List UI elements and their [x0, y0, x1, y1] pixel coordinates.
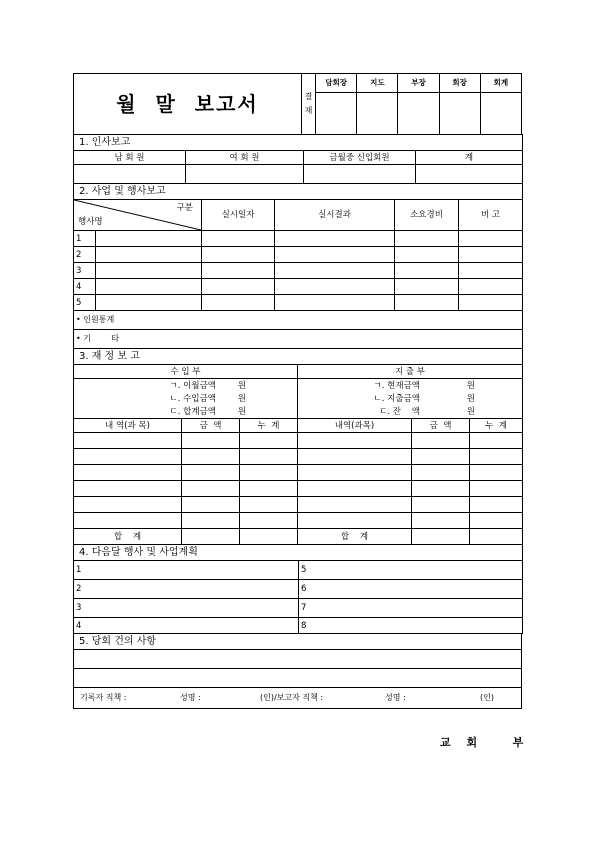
input-cell[interactable]: [470, 529, 523, 545]
input-cell[interactable]: [240, 449, 298, 465]
input-cell[interactable]: [240, 513, 298, 529]
input-cell[interactable]: [298, 433, 412, 449]
total-label: 합 계: [74, 529, 182, 545]
input-cell[interactable]: [459, 231, 523, 247]
column-header: 실시결과: [275, 200, 395, 231]
input-cell[interactable]: [470, 481, 523, 497]
plan-item[interactable]: 1: [74, 561, 299, 580]
column-header: 여 회 원: [186, 151, 304, 165]
expense-item-unit: 원: [466, 406, 475, 417]
input-cell[interactable]: [96, 247, 202, 263]
expense-item: [298, 392, 523, 405]
input-cell[interactable]: [74, 449, 182, 465]
input-cell[interactable]: [412, 497, 470, 513]
income-item-label: ㄷ. 합계금액: [169, 406, 216, 417]
input-cell[interactable]: [412, 433, 470, 449]
section-title: 4. 다음달 행사 및 사업계획: [74, 545, 523, 561]
income-title: 수 입 부: [74, 365, 298, 379]
income-item-unit: 원: [237, 380, 246, 391]
column-header: 비 고: [459, 200, 523, 231]
plan-item[interactable]: 5: [299, 561, 523, 580]
input-cell[interactable]: [240, 529, 298, 545]
approval-role: 회장: [439, 74, 480, 93]
input-cell[interactable]: [240, 465, 298, 481]
plan-table: [73, 544, 523, 634]
input-cell[interactable]: [395, 279, 459, 295]
input-cell[interactable]: [96, 231, 202, 247]
input-cell[interactable]: [459, 247, 523, 263]
column-header: 금 액: [182, 419, 240, 433]
approval-stamp-box[interactable]: [480, 92, 521, 134]
plan-item[interactable]: 4: [74, 618, 299, 634]
input-cell[interactable]: [202, 231, 275, 247]
approval-stamp-box[interactable]: [439, 92, 480, 134]
seal-label: (인): [480, 693, 494, 702]
row-number: 2: [74, 247, 96, 263]
plan-item[interactable]: 7: [299, 599, 523, 618]
input-cell[interactable]: [202, 279, 275, 295]
input-cell[interactable]: [74, 513, 182, 529]
column-header: 계: [416, 151, 523, 165]
expense-title: 지 출 부: [298, 365, 523, 379]
other-label: • 기 타: [74, 330, 523, 349]
expense-item-label: ㄷ. 잔 액: [379, 406, 420, 417]
column-header: 소요경비: [395, 200, 459, 231]
input-cell[interactable]: [74, 165, 186, 184]
input-cell[interactable]: [412, 481, 470, 497]
section-title: 5. 당회 건의 사항: [74, 634, 522, 650]
input-cell[interactable]: [240, 481, 298, 497]
column-header: 내역(과목): [298, 419, 412, 433]
section-title: 3. 재 정 보 고: [74, 349, 523, 365]
plan-item[interactable]: 2: [74, 580, 299, 599]
report-form: [73, 73, 522, 709]
column-header: 금월중 신입회원: [304, 151, 416, 165]
input-cell[interactable]: [395, 295, 459, 311]
suggestion-table: [73, 633, 522, 709]
input-cell[interactable]: [182, 433, 240, 449]
plan-item[interactable]: 8: [299, 618, 523, 634]
input-cell[interactable]: [74, 497, 182, 513]
income-item: [74, 392, 298, 405]
input-cell[interactable]: [96, 263, 202, 279]
input-cell[interactable]: [412, 465, 470, 481]
input-cell[interactable]: [304, 165, 416, 184]
column-header: 내 역(과 목): [74, 419, 182, 433]
input-cell[interactable]: [202, 295, 275, 311]
input-cell[interactable]: [96, 295, 202, 311]
input-cell[interactable]: [202, 263, 275, 279]
approval-role: 부장: [398, 74, 439, 93]
input-cell[interactable]: [182, 513, 240, 529]
input-cell[interactable]: [412, 513, 470, 529]
input-cell[interactable]: [298, 481, 412, 497]
input-cell[interactable]: [182, 529, 240, 545]
input-cell[interactable]: [298, 449, 412, 465]
column-header: 남 회 원: [74, 151, 186, 165]
input-cell[interactable]: [416, 165, 523, 184]
income-item: [74, 379, 298, 393]
input-cell[interactable]: [459, 263, 523, 279]
input-cell[interactable]: [395, 247, 459, 263]
reporter-label: (인)/보고자 직책 :: [260, 693, 324, 702]
row-number: 3: [74, 263, 96, 279]
input-cell[interactable]: [470, 433, 523, 449]
diagonal-header: [74, 200, 202, 231]
input-cell[interactable]: [182, 481, 240, 497]
column-header: 누 계: [240, 419, 298, 433]
approval-role: 지도: [357, 74, 398, 93]
approval-stamp-box[interactable]: [398, 92, 439, 134]
income-item-unit: 원: [237, 393, 246, 404]
approval-role: 회계: [480, 74, 521, 93]
income-item-label: ㄴ. 수입금액: [169, 393, 216, 404]
input-cell[interactable]: [470, 513, 523, 529]
expense-item-label: ㄴ. 지출금액: [373, 393, 420, 404]
input-cell[interactable]: [186, 165, 304, 184]
input-cell[interactable]: [298, 513, 412, 529]
plan-item[interactable]: 3: [74, 599, 299, 618]
input-cell[interactable]: [240, 433, 298, 449]
recorder-label: 기록자 직책 :: [80, 693, 127, 702]
section-title: 1. 인사보고: [74, 135, 523, 151]
input-cell[interactable]: [202, 247, 275, 263]
row-number: 4: [74, 279, 96, 295]
column-header: 실시일자: [202, 200, 275, 231]
expense-item-label: ㄱ. 현재금액: [373, 380, 420, 391]
input-cell[interactable]: [74, 433, 182, 449]
page-title: 월 말 보고서: [74, 74, 302, 135]
input-cell[interactable]: [412, 449, 470, 465]
input-cell[interactable]: [412, 529, 470, 545]
input-cell[interactable]: [275, 295, 395, 311]
income-item: [74, 405, 298, 419]
approval-stamp-box[interactable]: [357, 92, 398, 134]
input-cell[interactable]: [240, 497, 298, 513]
row-number: 1: [74, 231, 96, 247]
input-cell[interactable]: [470, 465, 523, 481]
name-label: 성명 :: [180, 693, 201, 702]
income-item-label: ㄱ. 이월금액: [169, 380, 216, 391]
input-cell[interactable]: [74, 650, 522, 669]
input-cell[interactable]: [182, 465, 240, 481]
input-cell[interactable]: [459, 279, 523, 295]
input-cell[interactable]: [470, 497, 523, 513]
total-label: 합 계: [298, 529, 412, 545]
plan-item[interactable]: 6: [299, 580, 523, 599]
activity-table: [73, 183, 523, 349]
expense-item-unit: 원: [466, 380, 475, 391]
income-item-unit: 원: [237, 406, 246, 417]
input-cell[interactable]: [74, 481, 182, 497]
approval-label: 결 재: [302, 74, 316, 135]
input-cell[interactable]: [395, 263, 459, 279]
church-department: 교 회 부: [440, 736, 530, 749]
input-cell[interactable]: [298, 497, 412, 513]
expense-item: [298, 379, 523, 393]
diag-top-label: 구분: [176, 203, 193, 213]
input-cell[interactable]: [275, 231, 395, 247]
approval-stamp-box[interactable]: [316, 92, 357, 134]
title-table: [73, 73, 522, 135]
input-cell[interactable]: [459, 295, 523, 311]
column-header: 누 계: [470, 419, 523, 433]
personnel-table: [73, 134, 523, 184]
input-cell[interactable]: [470, 449, 523, 465]
stats-label: • 인원통계: [74, 311, 523, 330]
approval-role: 담회장: [316, 74, 357, 93]
input-cell[interactable]: [275, 247, 395, 263]
finance-table: [73, 348, 523, 545]
input-cell[interactable]: [74, 669, 522, 688]
input-cell[interactable]: [298, 465, 412, 481]
signature-row: [74, 688, 522, 709]
name-label: 성명 :: [385, 693, 406, 702]
diag-bottom-label: 행사명: [78, 217, 103, 227]
input-cell[interactable]: [74, 465, 182, 481]
input-cell[interactable]: [182, 497, 240, 513]
input-cell[interactable]: [96, 279, 202, 295]
expense-item: [298, 405, 523, 419]
column-header: 금 액: [412, 419, 470, 433]
input-cell[interactable]: [395, 231, 459, 247]
section-title: 2. 사업 및 행사보고: [74, 184, 523, 200]
input-cell[interactable]: [275, 279, 395, 295]
input-cell[interactable]: [275, 263, 395, 279]
expense-item-unit: 원: [466, 393, 475, 404]
input-cell[interactable]: [182, 449, 240, 465]
row-number: 5: [74, 295, 96, 311]
